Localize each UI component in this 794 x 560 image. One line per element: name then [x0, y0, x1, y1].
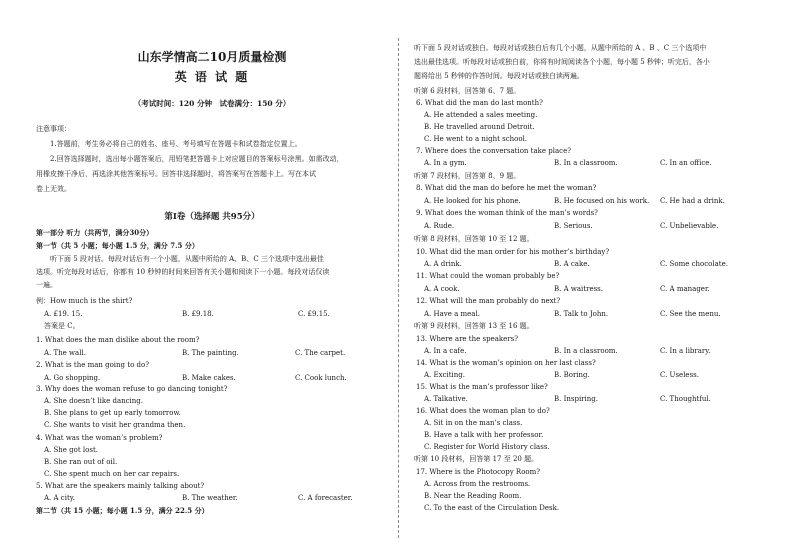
option: C. Useless. — [660, 371, 699, 379]
volume-title: 第Ⅰ卷（选择题 共95分） — [164, 212, 260, 222]
option: B. Serious. — [554, 222, 593, 230]
right-column — [414, 0, 770, 560]
question-text: 10. What did the man order for his mother’s birthday? — [416, 248, 610, 256]
question-text: 16. What does the woman plan to do? — [416, 407, 550, 415]
option: C. He had a drink. — [660, 197, 725, 205]
instruction-line: 听下面 5 段对话。每段对话后有一个小题，从题中所给的 A、B、C 三个选项中选出最佳 — [50, 255, 324, 263]
question-text: 11. What could the woman probably be? — [416, 272, 560, 280]
section2-title: 第二节（共 15 小题；每小题 1.5 分，满分 22.5 分） — [36, 506, 209, 515]
example-question: 例：How much is the shirt? — [36, 297, 133, 305]
material-heading: 听第 6 段材料，回答第 6、7 题。 — [414, 87, 521, 95]
option: B. In a classroom. — [554, 347, 618, 355]
material-heading: 听第 8 段材料，回答第 10 至 12 题。 — [414, 235, 534, 243]
example-option: B. £9.18. — [182, 310, 214, 318]
question-text: 9. What does the woman think of the man’s words? — [416, 209, 598, 217]
question-text: 7. Where does the conversation take place? — [416, 147, 571, 155]
option: B. The painting. — [182, 349, 239, 357]
part-title: 第一部分 听力（共两节，满分30分） — [36, 228, 154, 237]
option: A. Talkative. — [424, 395, 468, 403]
option: B. In a classroom. — [554, 159, 618, 167]
option: A. The wall. — [44, 349, 86, 357]
option: C. Some chocolate. — [660, 260, 728, 268]
option: C. She wants to visit her grandma then. — [44, 421, 186, 429]
option: B. Have a talk with her professor. — [424, 431, 544, 439]
question-text: 6. What did the man do last month? — [416, 99, 543, 107]
option: B. She ran out of oil. — [44, 458, 118, 466]
option: C. See the menu. — [660, 310, 721, 318]
intro-line: 听下面 5 段对话或独白。每段对话或独白后有几个小题，从题中所给的 A 、B 、C 三个选项中 — [414, 44, 707, 52]
option: C. He went to a night school. — [424, 135, 528, 143]
question-text: 4. What was the woman’s problem? — [36, 434, 163, 442]
column-divider — [398, 38, 399, 538]
section1-title: 第一节（共 5 小题；每小题 1.5 分，满分 7.5 分） — [36, 241, 199, 250]
instruction-line: 选项。听完每段对话后，你都有 10 秒钟的时间来回答有关小题和阅读下一小题。每段对话仅读 — [36, 268, 330, 276]
question-text: 14. What is the woman’s opinion on her last class? — [416, 359, 596, 367]
left-column — [36, 0, 388, 560]
option: B. He focused on his work. — [554, 197, 650, 205]
option: A. He attended a sales meeting. — [424, 111, 538, 119]
option: B. Boring. — [554, 371, 590, 379]
option: A. Sit in on the man’s class. — [424, 419, 523, 427]
question-text: 2. What is the man going to do? — [36, 361, 149, 369]
option: A. A cook. — [424, 285, 460, 293]
example-option: A. £19. 15. — [44, 310, 83, 318]
option: A. A drink. — [424, 260, 462, 268]
example-answer: 答案是 C。 — [44, 322, 80, 330]
option: A. Across from the restrooms. — [424, 480, 531, 488]
option: B. Make cakes. — [182, 374, 236, 382]
option: C. The carpet. — [295, 349, 346, 357]
option: C. Register for World History class. — [424, 443, 550, 451]
exam-info: （考试时间：120 分钟 试卷满分：150 分） — [133, 99, 291, 108]
option: B. A waitress. — [554, 285, 603, 293]
material-heading: 听第 7 段材料，回答第 8、9 题。 — [414, 172, 521, 180]
option: A. Have a meal. — [424, 310, 480, 318]
option: A. A city. — [44, 494, 76, 502]
instruction-line: 一遍。 — [36, 281, 57, 289]
note-line: 1.答题前，考生务必将自己的姓名、座号、考号填写在答题卡和试卷指定位置上。 — [50, 140, 302, 148]
material-heading: 听第 9 段材料，回答第 13 至 16 题。 — [414, 322, 534, 330]
option: C. She spent much on her car repairs. — [44, 470, 180, 478]
option: B. She plans to get up early tomorrow. — [44, 409, 181, 417]
option: C. Cook lunch. — [295, 374, 347, 382]
note-line: 卷上无效。 — [36, 185, 71, 193]
option: B. He travelled around Detroit. — [424, 123, 535, 131]
question-text: 3. Why does the woman refuse to go dancing tonight? — [36, 385, 228, 393]
option: A. Exciting. — [424, 371, 465, 379]
option: B. The weather. — [182, 494, 238, 502]
question-text: 1. What does the man dislike about the room? — [36, 336, 200, 344]
option: C. A forecaster. — [298, 494, 353, 502]
option: C. A manager. — [660, 285, 710, 293]
option: A. In a cafe. — [424, 347, 467, 355]
option: B. Inspiring. — [554, 395, 598, 403]
question-text: 12. What will the man probably do next? — [416, 297, 561, 305]
option: A. She doesn’t like dancing. — [44, 397, 144, 405]
option: A. She got lost. — [44, 446, 98, 454]
note-line: 用橡皮擦干净后，再选涂其他答案标号。回答非选择题时，将答案写在答题卡上。写在本试 — [36, 170, 316, 178]
exam-title: 山东学情高二10月质量检测 — [137, 50, 287, 64]
option: C. Thoughtful. — [660, 395, 711, 403]
question-text: 8. What did the man do before he met the woman? — [416, 184, 597, 192]
subject-title: 英 语 试 题 — [174, 70, 250, 84]
option: C. To the east of the Circulation Desk. — [424, 504, 560, 512]
example-option: C. £9.15. — [298, 310, 330, 318]
question-text: 5. What are the speakers mainly talking about? — [36, 482, 205, 490]
intro-line: 选出最佳选项。听每段对话或独白前，你将有时间阅读各个小题，每小题 5 秒钟；听完后，各小 — [414, 58, 710, 66]
option: A. In a gym. — [424, 159, 467, 167]
question-text: 17. Where is the Photocopy Room? — [416, 468, 541, 476]
option: B. Near the Reading Room. — [424, 492, 522, 500]
note-line: 2.回答选择题时，选出每小题答案后，用铅笔把答题卡上对应题目的答案标号涂黑。如需改动， — [50, 155, 344, 163]
question-text: 13. Where are the speakers? — [416, 335, 518, 343]
intro-line: 题将给出 5 秒钟的作答时间。每段对话或独白读两遍。 — [414, 72, 584, 80]
material-heading: 听第 10 段材料，回答第 17 至 20 题。 — [414, 455, 539, 463]
option: C. In an office. — [660, 159, 712, 167]
option: A. Go shopping. — [44, 374, 101, 382]
question-text: 15. What is the man’s professor like? — [416, 383, 548, 391]
option: C. In a library. — [660, 347, 711, 355]
option: C. Unbelievable. — [660, 222, 719, 230]
option: B. A cake. — [554, 260, 590, 268]
option: A. He looked for his phone. — [424, 197, 521, 205]
option: A. Rude. — [424, 222, 455, 230]
notes-heading: 注意事项： — [36, 125, 71, 133]
option: B. Talk to John. — [554, 310, 609, 318]
